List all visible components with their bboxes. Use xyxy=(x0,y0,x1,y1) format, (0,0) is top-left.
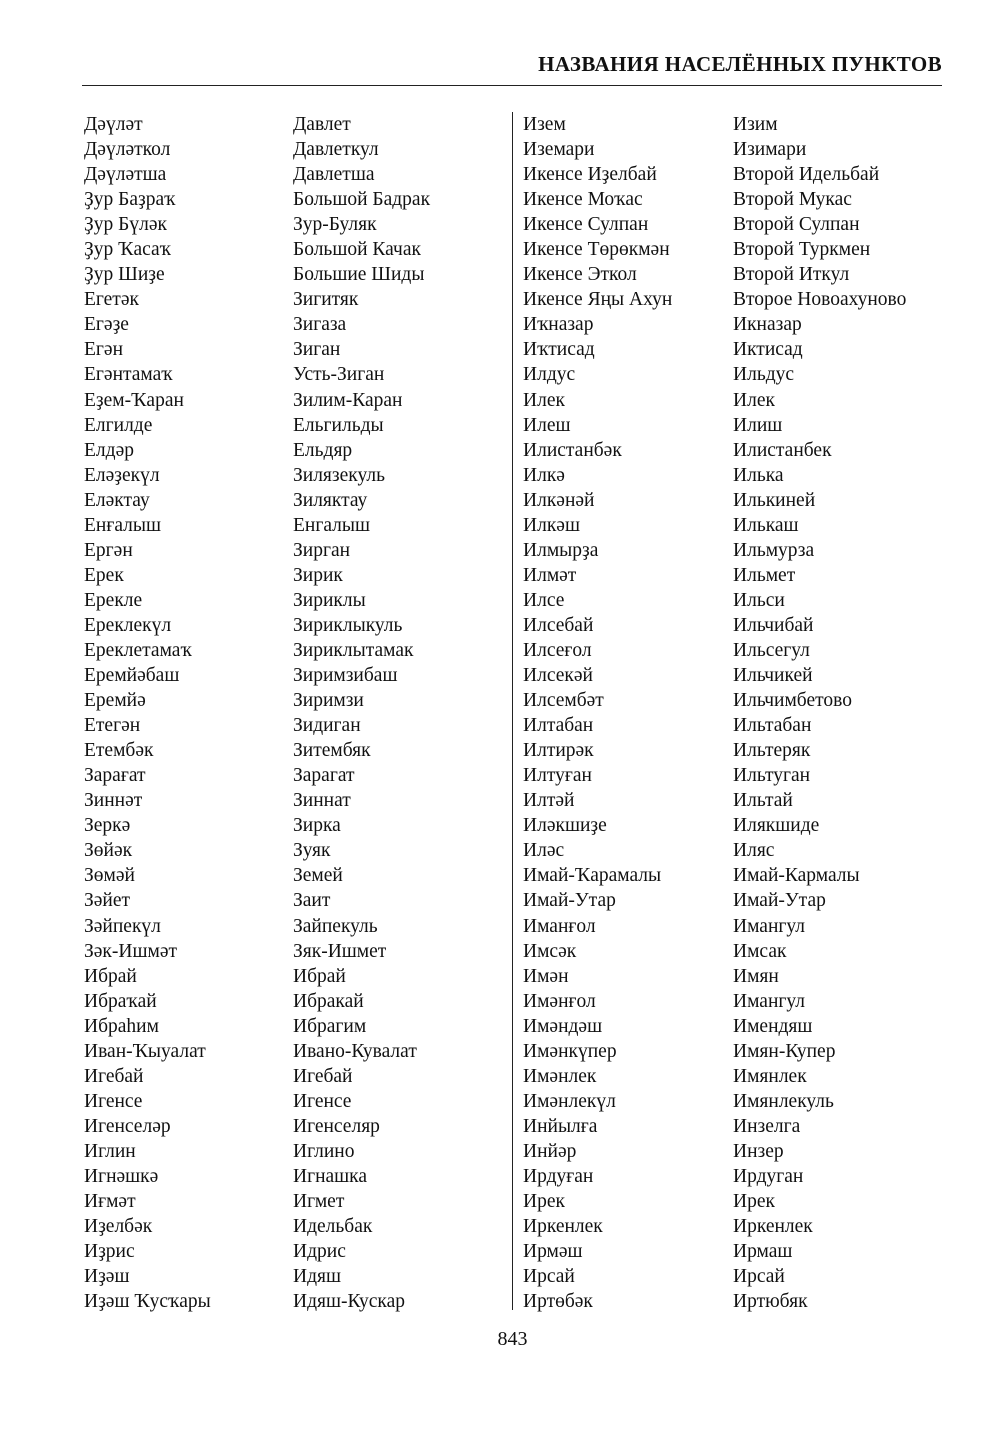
bashkir-place-name: Игенселәр xyxy=(84,1115,171,1137)
russian-place-name: Ильмет xyxy=(733,564,796,586)
russian-place-name: Ильчибай xyxy=(733,614,814,636)
bashkir-place-name: Иглин xyxy=(84,1140,136,1162)
bashkir-place-name: Еҙем-Ҡаран xyxy=(84,389,184,411)
bashkir-place-name: Еремйә xyxy=(84,690,146,712)
bashkir-place-name: Ибраҡай xyxy=(84,990,157,1012)
bashkir-place-name: Имай-Ҡарамалы xyxy=(523,865,662,887)
left-russian-column xyxy=(293,112,430,1314)
russian-place-name: Имян-Купер xyxy=(733,1040,836,1062)
russian-place-name: Зур-Буляк xyxy=(293,214,377,236)
russian-place-name: Ильтабан xyxy=(733,715,812,737)
russian-place-name: Зигитяк xyxy=(293,289,359,311)
russian-place-name: Инзер xyxy=(733,1140,784,1162)
bashkir-place-name: Иҙәш Ҡусҡары xyxy=(84,1291,211,1313)
russian-place-name: Зириклытамак xyxy=(293,639,414,661)
bashkir-place-name: Ҙур Баҙраҡ xyxy=(84,189,176,211)
bashkir-place-name: Ергән xyxy=(84,539,133,561)
russian-place-name: Илистанбек xyxy=(733,439,832,461)
russian-place-name: Ирмаш xyxy=(733,1241,793,1263)
russian-place-name: Идрис xyxy=(293,1241,346,1263)
bashkir-place-name: Зиннәт xyxy=(84,790,143,812)
russian-place-name: Ельгильды xyxy=(293,414,384,436)
russian-place-name: Ильчимбетово xyxy=(733,690,852,712)
russian-place-name: Илек xyxy=(733,389,775,411)
bashkir-place-name: Ереклетамаҡ xyxy=(84,639,192,661)
russian-place-name: Ильчикей xyxy=(733,665,813,687)
russian-place-name: Имай-Утар xyxy=(733,890,826,912)
bashkir-place-name: Ҙур Ҡасаҡ xyxy=(84,239,171,261)
bashkir-place-name: Иҙрис xyxy=(84,1241,135,1263)
russian-place-name: Ильмурза xyxy=(733,539,815,561)
russian-place-name: Инзелга xyxy=(733,1115,801,1137)
bashkir-place-name: Еләктау xyxy=(84,489,150,511)
bashkir-place-name: Ирмәш xyxy=(523,1241,583,1263)
bashkir-place-name: Елдәр xyxy=(84,439,134,461)
russian-place-name: Зиримзи xyxy=(293,690,364,712)
russian-place-name: Зарагат xyxy=(293,765,355,787)
bashkir-place-name: Зеркә xyxy=(84,815,131,837)
bashkir-place-name: Иркенлек xyxy=(523,1216,603,1238)
bashkir-place-name: Иҙелбәк xyxy=(84,1216,153,1238)
bashkir-place-name: Игнәшкә xyxy=(84,1165,159,1187)
bashkir-place-name: Иләкшиҙе xyxy=(523,815,607,837)
russian-place-name: Зирка xyxy=(293,815,341,837)
russian-place-name: Второй Сулпан xyxy=(733,214,860,236)
bashkir-place-name: Илдус xyxy=(523,364,576,386)
russian-place-name: Второй Мукас xyxy=(733,189,852,211)
bashkir-place-name: Илтәй xyxy=(523,790,575,812)
bashkir-place-name: Иҡназар xyxy=(523,314,594,336)
bashkir-place-name: Иртөбәк xyxy=(523,1291,593,1313)
bashkir-place-name: Еләҙекүл xyxy=(84,464,160,486)
russian-place-name: Давлеткул xyxy=(293,139,379,161)
russian-place-name: Игенселяр xyxy=(293,1115,380,1137)
russian-place-name: Илякшиде xyxy=(733,815,820,837)
russian-place-name: Зиган xyxy=(293,339,341,361)
bashkir-place-name: Егәҙе xyxy=(84,314,129,336)
bashkir-place-name: Илмырҙа xyxy=(523,539,599,561)
russian-place-name: Второй Туркмен xyxy=(733,239,871,261)
russian-place-name: Большой Бадрак xyxy=(293,189,431,211)
russian-place-name: Зиримзибаш xyxy=(293,665,398,687)
russian-place-name: Ирсай xyxy=(733,1266,785,1288)
bashkir-place-name: Имәнғол xyxy=(523,990,596,1012)
bashkir-place-name: Зәйпекүл xyxy=(84,915,161,937)
russian-place-name: Зитембяк xyxy=(293,740,371,762)
russian-place-name: Иркенлек xyxy=(733,1216,813,1238)
russian-place-name: Имангул xyxy=(733,915,806,937)
right-bashkir-column xyxy=(523,112,672,1314)
bashkir-place-name: Зәк-Ишмәт xyxy=(84,940,178,962)
bashkir-place-name: Ибрай xyxy=(84,965,137,987)
russian-place-name: Илиш xyxy=(733,414,783,436)
bashkir-place-name: Ирдуған xyxy=(523,1165,594,1187)
russian-place-name: Большой Качак xyxy=(293,239,421,261)
bashkir-place-name: Имәндәш xyxy=(523,1015,603,1037)
bashkir-place-name: Иҙәш xyxy=(84,1266,130,1288)
russian-place-name: Зириклыкуль xyxy=(293,614,403,636)
bashkir-place-name: Ҙур Шиҙе xyxy=(84,264,165,286)
russian-place-name: Имангул xyxy=(733,990,806,1012)
bashkir-place-name: Зарағат xyxy=(84,765,146,787)
russian-place-name: Имсак xyxy=(733,940,787,962)
bashkir-place-name: Илсеғол xyxy=(523,639,592,661)
russian-place-name: Зуяк xyxy=(293,840,331,862)
russian-place-name: Игмет xyxy=(293,1191,345,1213)
bashkir-place-name: Ҙур Бүләк xyxy=(84,214,167,236)
bashkir-place-name: Зөмәй xyxy=(84,865,135,887)
russian-place-name: Зилим-Каран xyxy=(293,389,403,411)
bashkir-place-name: Иғмәт xyxy=(84,1191,136,1213)
left-bashkir-column xyxy=(84,112,211,1314)
russian-place-name: Заит xyxy=(293,890,331,912)
russian-place-name: Зиннат xyxy=(293,790,351,812)
bashkir-place-name: Игенсе xyxy=(84,1090,143,1112)
russian-place-name: Ивано-Кувалат xyxy=(293,1040,417,1062)
bashkir-place-name: Илсекәй xyxy=(523,665,593,687)
russian-place-name: Ирдуган xyxy=(733,1165,804,1187)
bashkir-place-name: Икенсе Моҡас xyxy=(523,189,643,211)
bashkir-place-name: Имәнкүпер xyxy=(523,1040,617,1062)
russian-place-name: Давлетша xyxy=(293,164,375,186)
bashkir-place-name: Етегән xyxy=(84,715,141,737)
russian-place-name: Ильдус xyxy=(733,364,795,386)
russian-place-name: Илька xyxy=(733,464,784,486)
russian-place-name: Имянлекуль xyxy=(733,1090,834,1112)
russian-place-name: Изим xyxy=(733,114,778,135)
bashkir-place-name: Ибраһим xyxy=(84,1015,159,1037)
russian-place-name: Иктисад xyxy=(733,339,803,361)
bashkir-place-name: Илистанбәк xyxy=(523,439,622,461)
bashkir-place-name: Илкәш xyxy=(523,514,580,536)
bashkir-place-name: Ерекле xyxy=(84,589,143,611)
bashkir-place-name: Иманғол xyxy=(523,915,596,937)
bashkir-place-name: Ерек xyxy=(84,564,124,586)
right-russian-column xyxy=(733,112,906,1314)
bashkir-place-name: Ереклекүл xyxy=(84,614,172,636)
bashkir-place-name: Етембәк xyxy=(84,740,154,762)
bashkir-place-name: Имән xyxy=(523,965,569,987)
bashkir-place-name: Ирсай xyxy=(523,1266,575,1288)
bashkir-place-name: Илмәт xyxy=(523,564,577,586)
bashkir-place-name: Дәүләт xyxy=(84,114,143,135)
running-head-title: НАЗВАНИЯ НАСЕЛЁННЫХ ПУНКТОВ xyxy=(538,52,942,76)
russian-place-name: Ибрай xyxy=(293,965,346,987)
russian-place-name: Иляс xyxy=(733,840,775,862)
russian-place-name: Зайпекуль xyxy=(293,915,378,937)
bashkir-place-name: Дәүләтша xyxy=(84,164,167,186)
russian-place-name: Имендяш xyxy=(733,1015,813,1037)
bashkir-place-name: Илтуған xyxy=(523,765,592,787)
bashkir-place-name: Изем xyxy=(523,114,566,135)
bashkir-place-name: Иҡтисад xyxy=(523,339,595,361)
bashkir-place-name: Енғалыш xyxy=(84,514,162,536)
russian-place-name: Зяк-Ишмет xyxy=(293,940,387,962)
russian-place-name: Зириклы xyxy=(293,589,366,611)
bashkir-place-name: Икенсе Эткол xyxy=(523,264,637,286)
russian-place-name: Ильсегул xyxy=(733,639,810,661)
bashkir-place-name: Зөйәк xyxy=(84,840,133,862)
russian-place-name: Идельбак xyxy=(293,1216,373,1238)
bashkir-place-name: Илсе xyxy=(523,589,565,611)
russian-place-name: Игенсе xyxy=(293,1090,352,1112)
russian-place-name: Имай-Кармалы xyxy=(733,865,860,887)
russian-place-name: Енгалыш xyxy=(293,514,371,536)
russian-place-name: Большие Шиды xyxy=(293,264,425,286)
bashkir-place-name: Зәйет xyxy=(84,890,131,912)
russian-place-name: Ильтай xyxy=(733,790,793,812)
russian-place-name: Второй Идельбай xyxy=(733,164,880,186)
bashkir-place-name: Еремйәбаш xyxy=(84,665,180,687)
bashkir-place-name: Игебай xyxy=(84,1065,144,1087)
russian-place-name: Ильтуган xyxy=(733,765,811,787)
russian-place-name: Илькаш xyxy=(733,514,799,536)
russian-place-name: Игнашка xyxy=(293,1165,368,1187)
bashkir-place-name: Елгилде xyxy=(84,414,153,436)
russian-place-name: Зирган xyxy=(293,539,351,561)
bashkir-place-name: Илтабан xyxy=(523,715,594,737)
bashkir-place-name: Дәүләткол xyxy=(84,139,171,161)
russian-place-name: Ибракай xyxy=(293,990,364,1012)
bashkir-place-name: Илеш xyxy=(523,414,571,436)
bashkir-place-name: Икенсе Иҙелбай xyxy=(523,164,657,186)
bashkir-place-name: Иләс xyxy=(523,840,565,862)
russian-place-name: Изимари xyxy=(733,139,807,161)
header-rule xyxy=(82,85,942,86)
bashkir-place-name: Икенсе Төрөкмән xyxy=(523,239,670,261)
russian-place-name: Зилязекуль xyxy=(293,464,385,486)
russian-place-name: Илькиней xyxy=(733,489,816,511)
bashkir-place-name: Егәнтамаҡ xyxy=(84,364,173,386)
russian-place-name: Икназар xyxy=(733,314,802,336)
bashkir-place-name: Имсәк xyxy=(523,940,577,962)
bashkir-place-name: Ирек xyxy=(523,1191,565,1213)
bashkir-place-name: Иземари xyxy=(523,139,595,161)
russian-place-name: Иглино xyxy=(293,1140,355,1162)
russian-place-name: Идяш xyxy=(293,1266,341,1288)
russian-place-name: Ибрагим xyxy=(293,1015,367,1037)
bashkir-place-name: Илтирәк xyxy=(523,740,594,762)
bashkir-place-name: Икенсе Яңы Ахун xyxy=(523,289,673,311)
russian-place-name: Зирик xyxy=(293,564,343,586)
russian-place-name: Имян xyxy=(733,965,779,987)
bashkir-place-name: Илсембәт xyxy=(523,690,604,712)
bashkir-place-name: Егән xyxy=(84,339,123,361)
bashkir-place-name: Илек xyxy=(523,389,565,411)
russian-place-name: Иртюбяк xyxy=(733,1291,808,1313)
bashkir-place-name: Инйәр xyxy=(523,1140,577,1162)
bashkir-place-name: Икенсе Сулпан xyxy=(523,214,649,236)
russian-place-name: Земей xyxy=(293,865,343,887)
russian-place-name: Усть-Зиган xyxy=(293,364,385,386)
bashkir-place-name: Илсебай xyxy=(523,614,594,636)
page-number: 843 xyxy=(497,1328,528,1350)
russian-place-name: Имянлек xyxy=(733,1065,807,1087)
russian-place-name: Идяш-Кускар xyxy=(293,1291,406,1313)
russian-place-name: Зиляктау xyxy=(293,489,368,511)
russian-place-name: Ильтеряк xyxy=(733,740,811,762)
russian-place-name: Второй Иткул xyxy=(733,264,850,286)
russian-place-name: Ирек xyxy=(733,1191,775,1213)
bashkir-place-name: Егетәк xyxy=(84,289,139,311)
russian-place-name: Игебай xyxy=(293,1065,353,1087)
column-divider xyxy=(512,112,513,1310)
russian-place-name: Зидиган xyxy=(293,715,361,737)
russian-place-name: Давлет xyxy=(293,114,351,135)
russian-place-name: Второе Новоахуново xyxy=(733,289,907,311)
bashkir-place-name: Имәнлек xyxy=(523,1065,597,1087)
bashkir-place-name: Имәнлекүл xyxy=(523,1090,616,1112)
russian-place-name: Ильси xyxy=(733,589,785,611)
russian-place-name: Ельдяр xyxy=(293,439,353,461)
bashkir-place-name: Иван-Ҡыуалат xyxy=(84,1040,206,1062)
bashkir-place-name: Имай-Утар xyxy=(523,890,616,912)
russian-place-name: Зигаза xyxy=(293,314,347,336)
bashkir-place-name: Инйылға xyxy=(523,1115,598,1137)
bashkir-place-name: Илкәнәй xyxy=(523,489,595,511)
bashkir-place-name: Илкә xyxy=(523,464,565,486)
